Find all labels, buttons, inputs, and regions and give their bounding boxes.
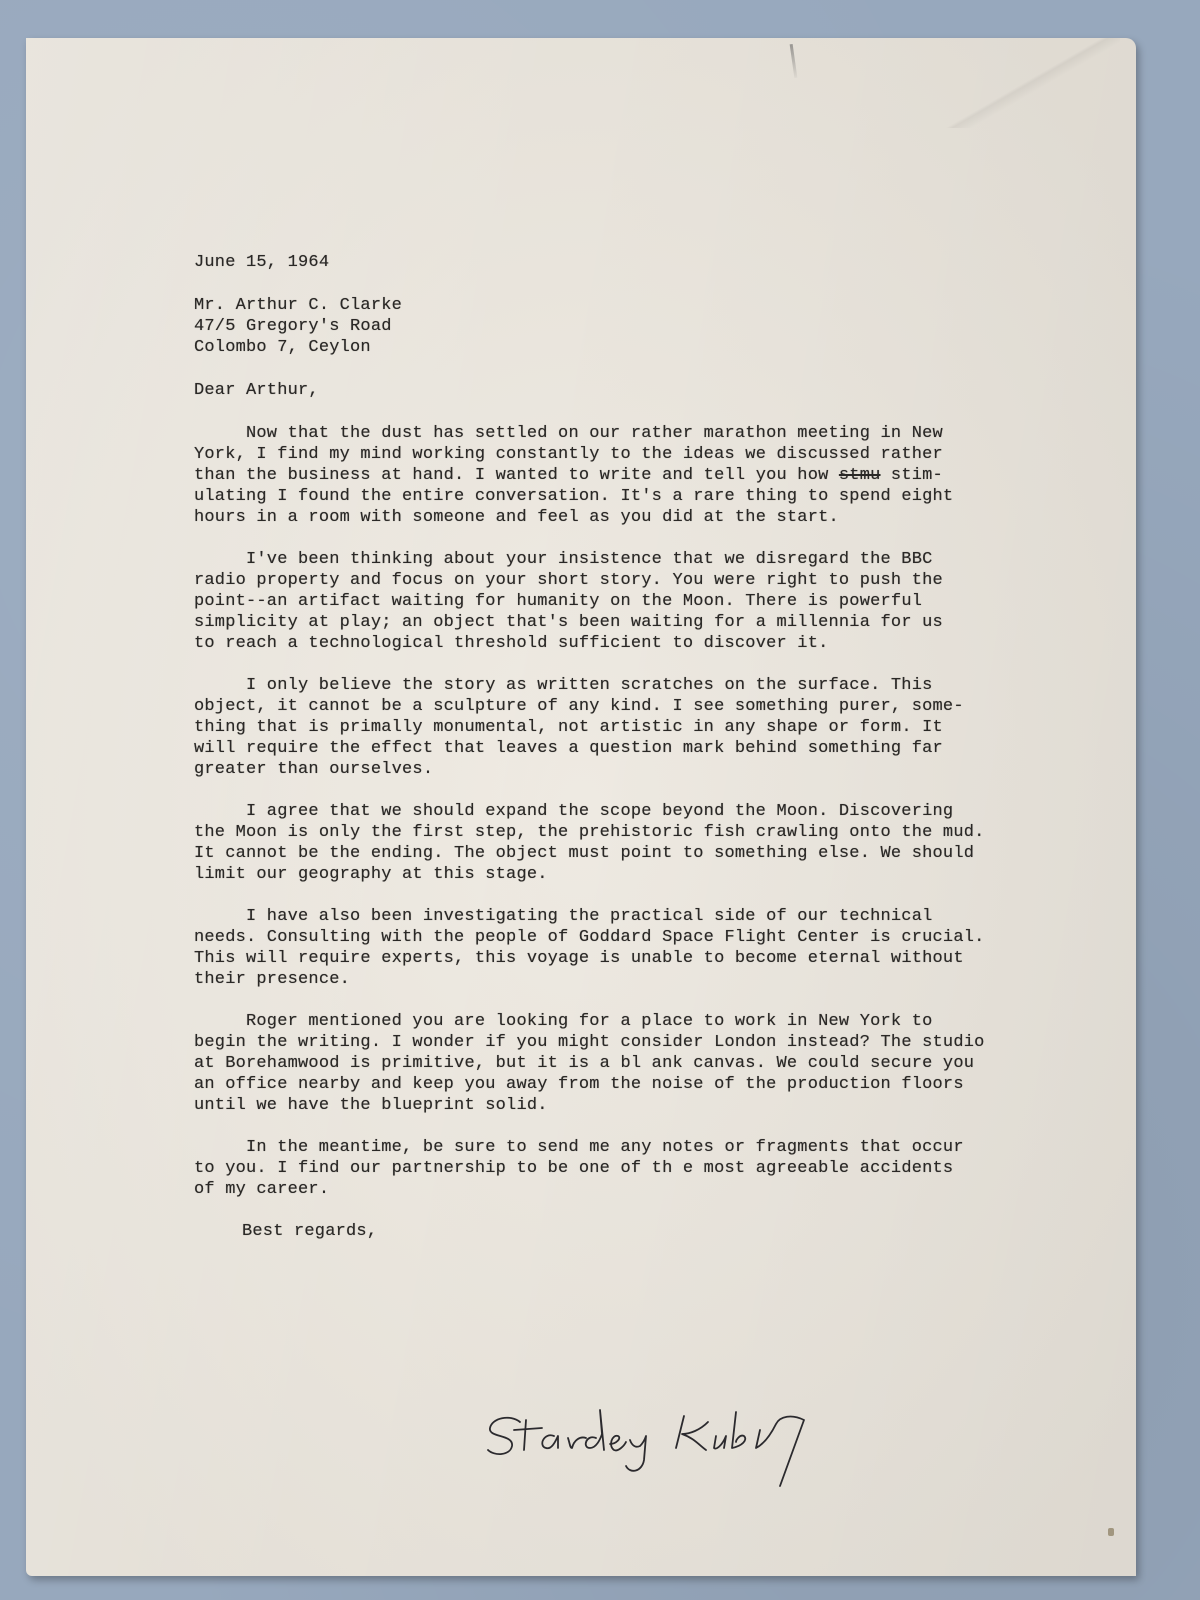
signature-stroke <box>542 1435 558 1448</box>
paragraph-line: to you. I find our partnership to be one of th e most agreeable accidents <box>194 1159 954 1178</box>
paper-stain <box>1108 1528 1114 1536</box>
paragraph-line: hours in a room with someone and feel as you did at the start. <box>194 508 839 527</box>
signature-stroke <box>714 1436 726 1449</box>
paragraph-3 <box>194 675 1014 780</box>
paragraph-line: an office nearby and keep you away from the noise of the production floors <box>194 1075 964 1094</box>
paragraph-line: of my career. <box>194 1180 330 1199</box>
paragraph-line: needs. Consulting with the people of Goddard Space Flight Center is crucial. <box>194 928 985 947</box>
signature-stroke <box>676 1416 684 1448</box>
signature-stroke <box>756 1417 804 1486</box>
paragraph-line: thing that is primally monumental, not artistic in any shape or form. It <box>194 718 943 737</box>
signature-stroke <box>514 1420 542 1450</box>
paragraph-line: point--an artifact waiting for humanity on the Moon. There is powerful <box>194 592 923 611</box>
signature-stroke <box>682 1422 708 1450</box>
paragraph-line: until we have the blueprint solid. <box>194 1096 548 1115</box>
line-text: stim- <box>880 466 943 485</box>
paragraph-4 <box>194 801 1014 885</box>
signature-stroke <box>610 1436 626 1451</box>
line-text: than the business at hand. I wanted to write and tell you how <box>194 466 839 485</box>
paragraph-line <box>194 465 1014 486</box>
address-line: Colombo 7, Ceylon <box>194 338 371 357</box>
paragraph-line: greater than ourselves. <box>194 760 434 779</box>
paragraph-line: ulating I found the entire conversation. It's a rare thing to spend eight <box>194 487 954 506</box>
paragraph-line: to reach a technological threshold sufficient to discover it. <box>194 634 829 653</box>
signature-stroke <box>586 1410 604 1450</box>
paragraph-line: object, it cannot be a sculpture of any kind. I see something purer, some- <box>194 697 964 716</box>
signature-stroke <box>626 1436 646 1471</box>
handwritten-signature <box>480 1400 840 1490</box>
paragraph-line: York, I find my mind working constantly to the ideas we discussed rather <box>194 445 943 464</box>
paragraph-6 <box>194 1011 1014 1116</box>
salutation: Dear Arthur, <box>194 381 319 400</box>
paragraph-line: their presence. <box>194 970 351 989</box>
address-line: 47/5 Gregory's Road <box>194 317 392 336</box>
recipient-address <box>194 295 1014 358</box>
paragraph-line: It cannot be the ending. The object must point to something else. We should <box>194 844 975 863</box>
signature-stroke <box>488 1418 520 1454</box>
signature-drawing <box>480 1400 840 1490</box>
letter-date: June 15, 1964 <box>194 253 330 272</box>
paragraph-line: I have also been investigating the practical side of our technical <box>246 907 933 926</box>
typed-letter <box>194 252 1014 1242</box>
paragraph-line: the Moon is only the first step, the prehistoric fish crawling onto the mud. <box>194 823 985 842</box>
address-line: Mr. Arthur C. Clarke <box>194 296 403 315</box>
paragraph-line: at Borehamwood is primitive, but it is a bl ank canvas. We could secure you <box>194 1054 975 1073</box>
paragraph-1 <box>194 423 1014 528</box>
paragraph-7 <box>194 1137 1014 1200</box>
signature-stroke <box>732 1412 745 1448</box>
paragraph-2 <box>194 549 1014 654</box>
paper-fold-crease <box>940 38 1120 128</box>
paragraph-line: I've been thinking about your insistence that we disregard the BBC <box>246 550 933 569</box>
paragraph-line: limit our geography at this stage. <box>194 865 548 884</box>
paragraph-line: I agree that we should expand the scope beyond the Moon. Discovering <box>246 802 954 821</box>
paragraph-line: In the meantime, be sure to send me any notes or fragments that occur <box>246 1138 964 1157</box>
paragraph-line: will require the effect that leaves a question mark behind something far <box>194 739 943 758</box>
paragraph-line: I only believe the story as written scratches on the surface. This <box>246 676 933 695</box>
paragraph-line: radio property and focus on your short story. You were right to push the <box>194 571 943 590</box>
paragraph-line: This will require experts, this voyage is unable to become eternal without <box>194 949 964 968</box>
paragraph-line: Roger mentioned you are looking for a place to work in New York to <box>246 1012 933 1031</box>
struck-typo: stmu <box>838 466 881 485</box>
paragraph-line: begin the writing. I wonder if you might consider London instead? The studio <box>194 1033 985 1052</box>
closing: Best regards, <box>242 1222 378 1241</box>
paragraph-line: simplicity at play; an object that's been waiting for a millennia for us <box>194 613 943 632</box>
signature-stroke <box>568 1437 586 1448</box>
paragraph-5 <box>194 906 1014 990</box>
paragraph-line: Now that the dust has settled on our rather marathon meeting in New <box>246 424 943 443</box>
